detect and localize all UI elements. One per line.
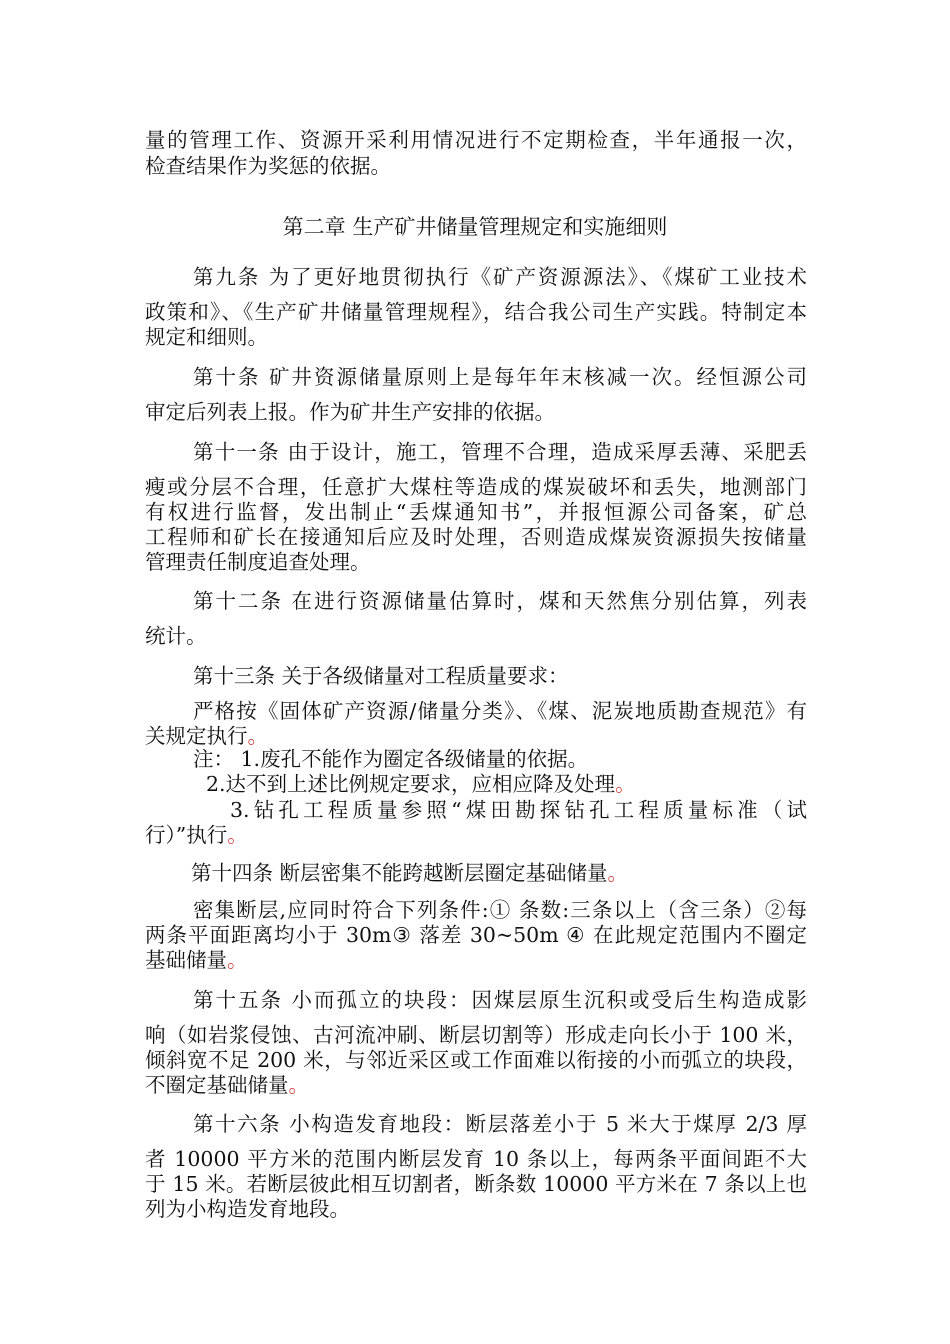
red-period: 。 (227, 948, 248, 972)
article-10-line-1: 第十条 矿井资源储量原则上是每年年末核减一次。经恒源公司 (193, 365, 808, 389)
article-14-paragraph-line-1: 密集断层,应同时符合下列条件:① 条数:三条以上（含三条）②每 (193, 898, 807, 922)
article-10-label: 第十条 (193, 365, 261, 389)
article-11-line-4: 工程师和矿长在接通知后应及时处理，否则造成煤炭资源损失按储量 (145, 525, 807, 549)
article-11-line-5: 管理责任制度追查处理。 (145, 550, 371, 574)
article-13-line-1: 第十三条 关于各级储量对工程质量要求： (193, 664, 569, 688)
article-14-line-1: 第十四条 断层密集不能跨越断层圈定基础储量。 (191, 861, 629, 885)
red-period: 。 (607, 861, 629, 885)
article-13-label: 第十三条 (193, 664, 275, 688)
article-11-line-2: 瘦或分层不合理，任意扩大煤柱等造成的煤炭破坏和丢失，地测部门 (145, 475, 807, 499)
article-13-paragraph-line-1: 严格按《固体矿产资源/储量分类》、《煤、泥炭地质勘查规范》有 (193, 699, 807, 723)
article-14-paragraph-line-3: 基础储量。 (145, 948, 248, 972)
article-15-line-3: 倾斜宽不足 200 米，与邻近采区或工作面难以衔接的小而弧立的块段， (145, 1048, 807, 1072)
red-period: 。 (288, 1073, 309, 1097)
article-15-line-1: 第十五条 小而孤立的块段：因煤层原生沉积或受后生构造成影 (193, 988, 808, 1012)
article-12-label: 第十二条 (193, 589, 283, 613)
article-16-line-2: 者 10000 平方米的范围内断层发育 10 条以上，每两条平面间距不大 (145, 1147, 807, 1171)
article-12-line-2: 统计。 (145, 624, 207, 648)
article-9-label: 第九条 (193, 265, 261, 289)
note-2: 2.达不到上述比例规定要求，应相应降及处理。 (206, 772, 636, 796)
article-16-line-4: 列为小构造发育地段。 (145, 1197, 350, 1221)
red-period: 。 (615, 772, 636, 796)
article-9-line-1: 第九条 为了更好地贯彻执行《矿产资源源法》、《煤矿工业技术 (193, 265, 808, 289)
article-12-line-1: 第十二条 在进行资源储量估算时，煤和天然焦分别估算，列表 (193, 589, 808, 613)
article-9-line-3: 规定和细则。 (145, 325, 268, 349)
note-3-line-2: 行）”执行。 (145, 823, 248, 847)
article-16-label: 第十六条 (193, 1112, 282, 1136)
red-period: 。 (247, 724, 268, 748)
chapter-title: 第二章 生产矿井储量管理规定和实施细则 (282, 215, 668, 239)
red-period: 。 (227, 823, 248, 847)
article-16-line-1: 第十六条 小构造发育地段：断层落差小于 5 米大于煤厚 2/3 厚 (193, 1112, 807, 1136)
article-16-line-3: 于 15 米。若断层彼此相互切割者，断条数 10000 平方米在 7 条以上也 (145, 1172, 807, 1196)
article-15-line-4: 不圈定基础储量。 (145, 1073, 309, 1097)
article-14-label: 第十四条 (191, 861, 273, 885)
article-15-label: 第十五条 (193, 988, 283, 1012)
article-11-line-3: 有权进行监督，发出制止“丢煤通知书”，并报恒源公司备案，矿总 (145, 500, 807, 524)
intro-line-2: 检查结果作为奖惩的依据。 (145, 154, 391, 178)
note-3-line-1: 3.钻孔工程质量参照“煤田勘探钻孔工程质量标准（试 (230, 798, 807, 822)
intro-line-1: 量的管理工作、资源开采利用情况进行不定期检查，半年通报一次， (145, 128, 807, 152)
article-10-line-2: 审定后列表上报。作为矿井生产安排的依据。 (145, 400, 555, 424)
article-9-line-2: 政策和》、《生产矿井储量管理规程》，结合我公司生产实践。特制定本 (145, 300, 807, 324)
article-14-paragraph-line-2: 两条平面距离均小于 30m③ 落差 30~50m ④ 在此规定范围内不圈定 (145, 923, 807, 947)
note-1: 注： 1.废孔不能作为圈定各级储量的依据。 (193, 747, 589, 771)
article-15-line-2: 响（如岩浆侵蚀、古河流冲刷、断层切割等）形成走向长小于 100 米， (145, 1023, 807, 1047)
article-11-label: 第十一条 (193, 440, 280, 464)
article-11-line-1: 第十一条 由于设计，施工，管理不合理，造成采厚丢薄、采肥丢 (193, 440, 808, 464)
article-13-paragraph-line-2: 关规定执行。 (145, 724, 268, 748)
